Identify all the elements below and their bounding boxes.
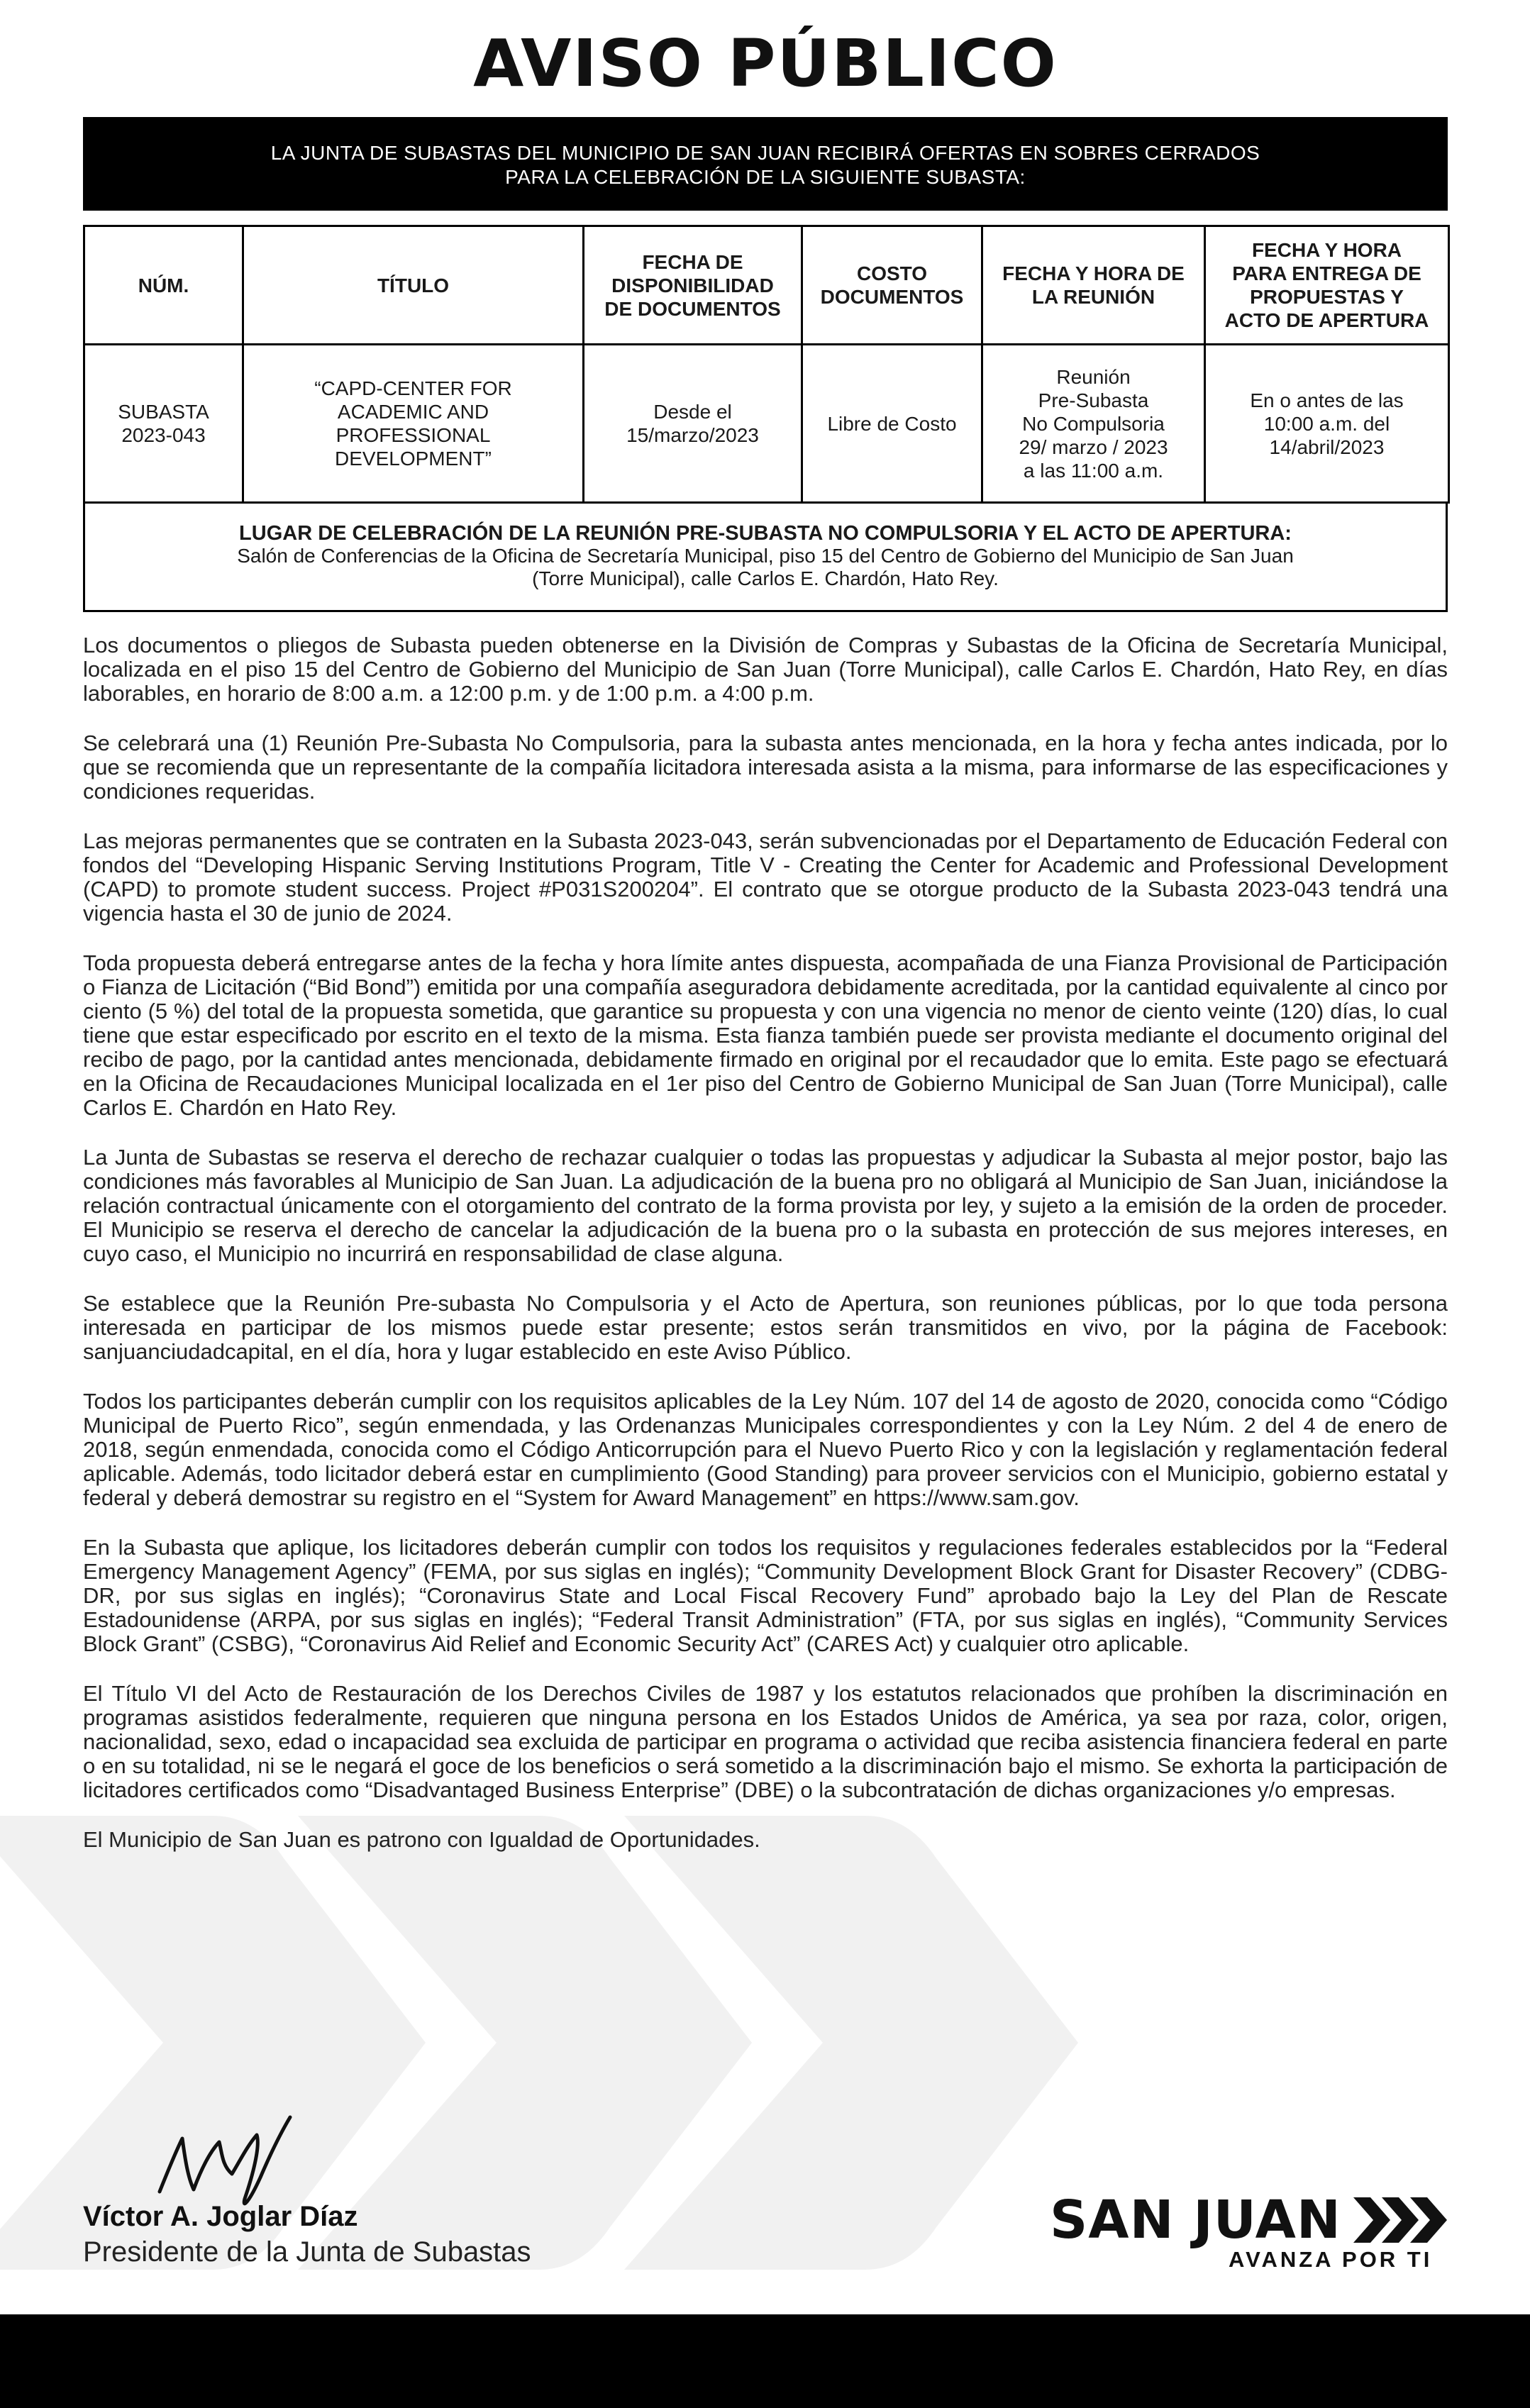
banner-line-2: PARA LA CELEBRACIÓN DE LA SIGUIENTE SUBASTA: <box>505 166 1026 188</box>
header-meeting <box>982 226 1205 345</box>
header-line: LA REUNIÓN <box>1031 286 1155 308</box>
cell-line: a las 11:00 a.m. <box>1023 459 1164 482</box>
venue-line-1: Salón de Conferencias de la Oficina de Secretaría Municipal, piso 15 del Centro de Gobierno del Municipio de San Juan <box>237 545 1294 567</box>
header-line: ACTO DE APERTURA <box>1224 309 1429 331</box>
header-line: DOCUMENTOS <box>820 286 964 308</box>
header-line: TÍTULO <box>377 274 450 296</box>
header-num <box>84 226 243 345</box>
paragraph: Los documentos o pliegos de Subasta pueden obtenerse en la División de Compras y Subastas de la Oficina de Secretaría Municipal, localizada en el piso 15 del Centro de Gobierno del Municipio de San Juan (Torre Municipal), calle Carlos E. Chardón, Hato Rey, en días laborables, en horario de 8:00 a.m. a 12:00 p.m. y de 1:00 p.m. a 4:00 p.m. <box>83 633 1448 706</box>
header-line: COSTO <box>856 262 928 284</box>
venue-heading: LUGAR DE CELEBRACIÓN DE LA REUNIÓN PRE-SUBASTA NO COMPULSORIA Y EL ACTO DE APERTURA: <box>239 522 1292 545</box>
auction-table <box>83 225 1450 504</box>
header-line: NÚM. <box>138 274 189 296</box>
cell-line: “CAPD-CENTER FOR <box>314 377 512 399</box>
cell-line: No Compulsoria <box>1022 412 1165 435</box>
paragraph: Se celebrará una (1) Reunión Pre-Subasta No Compulsoria, para la subasta antes mencionada, en la hora y fecha antes indicada, por lo que se recomienda que un representante de la compañía licitadora interesada asista a la misma, para informarse de las especificaciones y condiciones requeridas. <box>83 731 1448 804</box>
san-juan-logo <box>1050 2192 1447 2270</box>
cell-num <box>84 345 243 503</box>
logo-wordmark: SAN JUAN <box>1050 2190 1341 2251</box>
cell-line: 14/abril/2023 <box>1269 435 1385 458</box>
header-line: DISPONIBILIDAD <box>611 274 774 296</box>
announcement-banner <box>83 117 1448 211</box>
notice-body <box>83 0 1448 1877</box>
cell-line: En o antes de las <box>1250 389 1404 411</box>
cell-line: SUBASTA <box>118 401 209 423</box>
signature-block <box>83 2110 721 2280</box>
cell-availability <box>584 345 802 503</box>
cell-line: Reunión <box>1056 365 1131 388</box>
venue-line-2: (Torre Municipal), calle Carlos E. Chardón, Hato Rey. <box>532 567 999 589</box>
paragraph: Las mejoras permanentes que se contraten en la Subasta 2023-043, serán subvencionadas por el Departamento de Educación Federal con fondos del “Developing Hispanic Serving Institutions Program, Title V - Creating the Center for Academic and Professional Development (CAPD) to promote student success. Project #P031S200204”. El contrato que se otorgue producto de la Subasta 2023-043 tendrá una vigencia hasta el 30 de junio de 2024. <box>83 828 1448 926</box>
signer-name: Víctor A. Joglar Díaz <box>83 2201 358 2232</box>
table-row <box>84 345 1449 503</box>
paragraph: Todos los participantes deberán cumplir con los requisitos aplicables de la Ley Núm. 107 del 14 de agosto de 2020, conocida como “Código Municipal de Puerto Rico”, según enmendada, y las Ordenanzas Municipales correspondientes y con la Ley Núm. 2 del 4 de enero de 2018, según enmendada, conocida como el Código Anticorrupción para el Nuevo Puerto Rico y con la legislación y reglamentación federal aplicable. Además, todo licitador deberá estar en cumplimiento (Good Standing) para proveer servicios con el Municipio, gobierno estatal y federal y deberá demostrar su registro en el “System for Award Management” en https://www.sam.gov. <box>83 1389 1448 1510</box>
cell-line: 15/marzo/2023 <box>626 424 759 446</box>
header-delivery <box>1205 226 1449 345</box>
cell-line: DEVELOPMENT” <box>335 448 492 470</box>
cell-delivery <box>1205 345 1449 503</box>
header-availability <box>584 226 802 345</box>
cell-line: Desde el <box>653 401 732 423</box>
cell-line: 2023-043 <box>121 424 206 446</box>
cell-line: Pre-Subasta <box>1038 389 1149 411</box>
venue-box <box>83 504 1448 612</box>
cell-line: 29/ marzo / 2023 <box>1019 435 1168 458</box>
header-cost <box>802 226 982 345</box>
cell-meeting <box>982 345 1205 503</box>
cell-line: 10:00 a.m. del <box>1263 412 1390 435</box>
banner-line-1: LA JUNTA DE SUBASTAS DEL MUNICIPIO DE SAN JUAN RECIBIRÁ OFERTAS EN SOBRES CERRADOS <box>270 142 1260 164</box>
paragraph: En la Subasta que aplique, los licitadores deberán cumplir con todos los requisitos y regulaciones federales establecidos por la “Federal Emergency Management Agency” (FEMA, por sus siglas en inglés); “Community Development Block Grant for Disaster Recovery” (CDBG-DR, por sus siglas en inglés); “Coronavirus State and Local Fiscal Recovery Fund” aprobado bajo la Ley del Plan de Rescate Estadounidense (ARPA, por sus siglas en inglés); “Federal Transit Administration” (FTA, por sus siglas en inglés), “Community Services Block Grant” (CSBG), “Coronavirus Aid Relief and Economic Security Act” (CARES Act) y cualquier otro aplicable. <box>83 1535 1448 1656</box>
header-line: FECHA DE <box>642 250 743 273</box>
footer-bar <box>0 2314 1530 2408</box>
paragraph: Se establece que la Reunión Pre-subasta No Compulsoria y el Acto de Apertura, son reuniones públicas, por lo que toda persona interesada en participar de los mismos puede estar presente; estos serán transmitidos en vivo, por la página de Facebook: sanjuanciudadcapital, en el día, hora y lugar establecido en este Aviso Público. <box>83 1291 1448 1364</box>
header-line: FECHA Y HORA <box>1251 239 1402 261</box>
cell-cost <box>802 345 982 503</box>
logo-tagline: AVANZA POR TI <box>1229 2247 1433 2272</box>
header-title <box>243 226 584 345</box>
paragraph: El Título VI del Acto de Restauración de los Derechos Civiles de 1987 y los estatutos relacionados que prohíben la discriminación en programas asistidos federalmente, requieren que ninguna persona en los Estados Unidos de América, ya sea por raza, color, origen, nacionalidad, sexo, edad o incapacidad sea excluida de participar en programa o actividad que reciba asistencia financiera federal en parte o en su totalidad, ni se le negará el goce de los beneficios o será sometido a la discriminación bajo el mismo. Se exhorta la participación de licitadores certificados como “Disadvantaged Business Enterprise” (DBE) o la subcontratación de dichas organizaciones y/o empresas. <box>83 1681 1448 1802</box>
table-header-row <box>84 226 1449 345</box>
cell-line: Libre de Costo <box>827 412 957 435</box>
header-line: PROPUESTAS Y <box>1250 286 1404 308</box>
page-title: AVISO PÚBLICO <box>473 26 1058 101</box>
paragraph: El Municipio de San Juan es patrono con Igualdad de Oportunidades. <box>83 1827 760 1852</box>
paragraph: La Junta de Subastas se reserva el derecho de rechazar cualquier o todas las propuestas y adjudicar la Subasta al mejor postor, bajo las condiciones más favorables al Municipio de San Juan. La adjudicación de la buena pro no obligará al Municipio de San Juan, iniciándose la relación contractual únicamente con el otorgamiento del contrato de la forma provista por ley, y sujeto a la emisión de la orden de proceder. El Municipio se reserva el derecho de cancelar la adjudicación de la buena pro o la subasta en protección de sus mejores intereses, en cuyo caso, el Municipio no incurrirá en responsabilidad de clase alguna. <box>83 1145 1448 1266</box>
notice-paragraphs <box>83 633 1448 1852</box>
paragraph: Toda propuesta deberá entregarse antes de la fecha y hora límite antes dispuesta, acompañada de una Fianza Provisional de Participación o Fianza de Licitación (“Bid Bond”) emitida por una compañía aseguradora debidamente acreditada, por la cantidad equivalente al cinco por ciento (5 %) del total de la propuesta sometida, que garantice su propuesta y con una vigencia no menor de ciento veinte (120) días, lo cual tiene que estar especificado por escrito en el texto de la misma. Esta fianza también puede ser provista mediante el documento original del recibo de pago, por la cantidad antes mencionada, debidamente firmado en original por el recaudador que lo emita. Este pago se efectuará en la Oficina de Recaudaciones Municipal localizada en el 1er piso del Centro de Gobierno Municipal de San Juan (Torre Municipal), calle Carlos E. Chardón en Hato Rey. <box>83 950 1448 1120</box>
cell-title <box>243 345 584 503</box>
cell-line: PROFESSIONAL <box>336 424 491 446</box>
signer-title: Presidente de la Junta de Subastas <box>83 2236 531 2268</box>
header-line: PARA ENTREGA DE <box>1232 262 1421 284</box>
chevron-arrows-icon <box>1353 2197 1447 2243</box>
cell-line: ACADEMIC AND <box>337 401 489 423</box>
header-line: DE DOCUMENTOS <box>604 297 781 320</box>
header-line: FECHA Y HORA DE <box>1002 262 1185 284</box>
